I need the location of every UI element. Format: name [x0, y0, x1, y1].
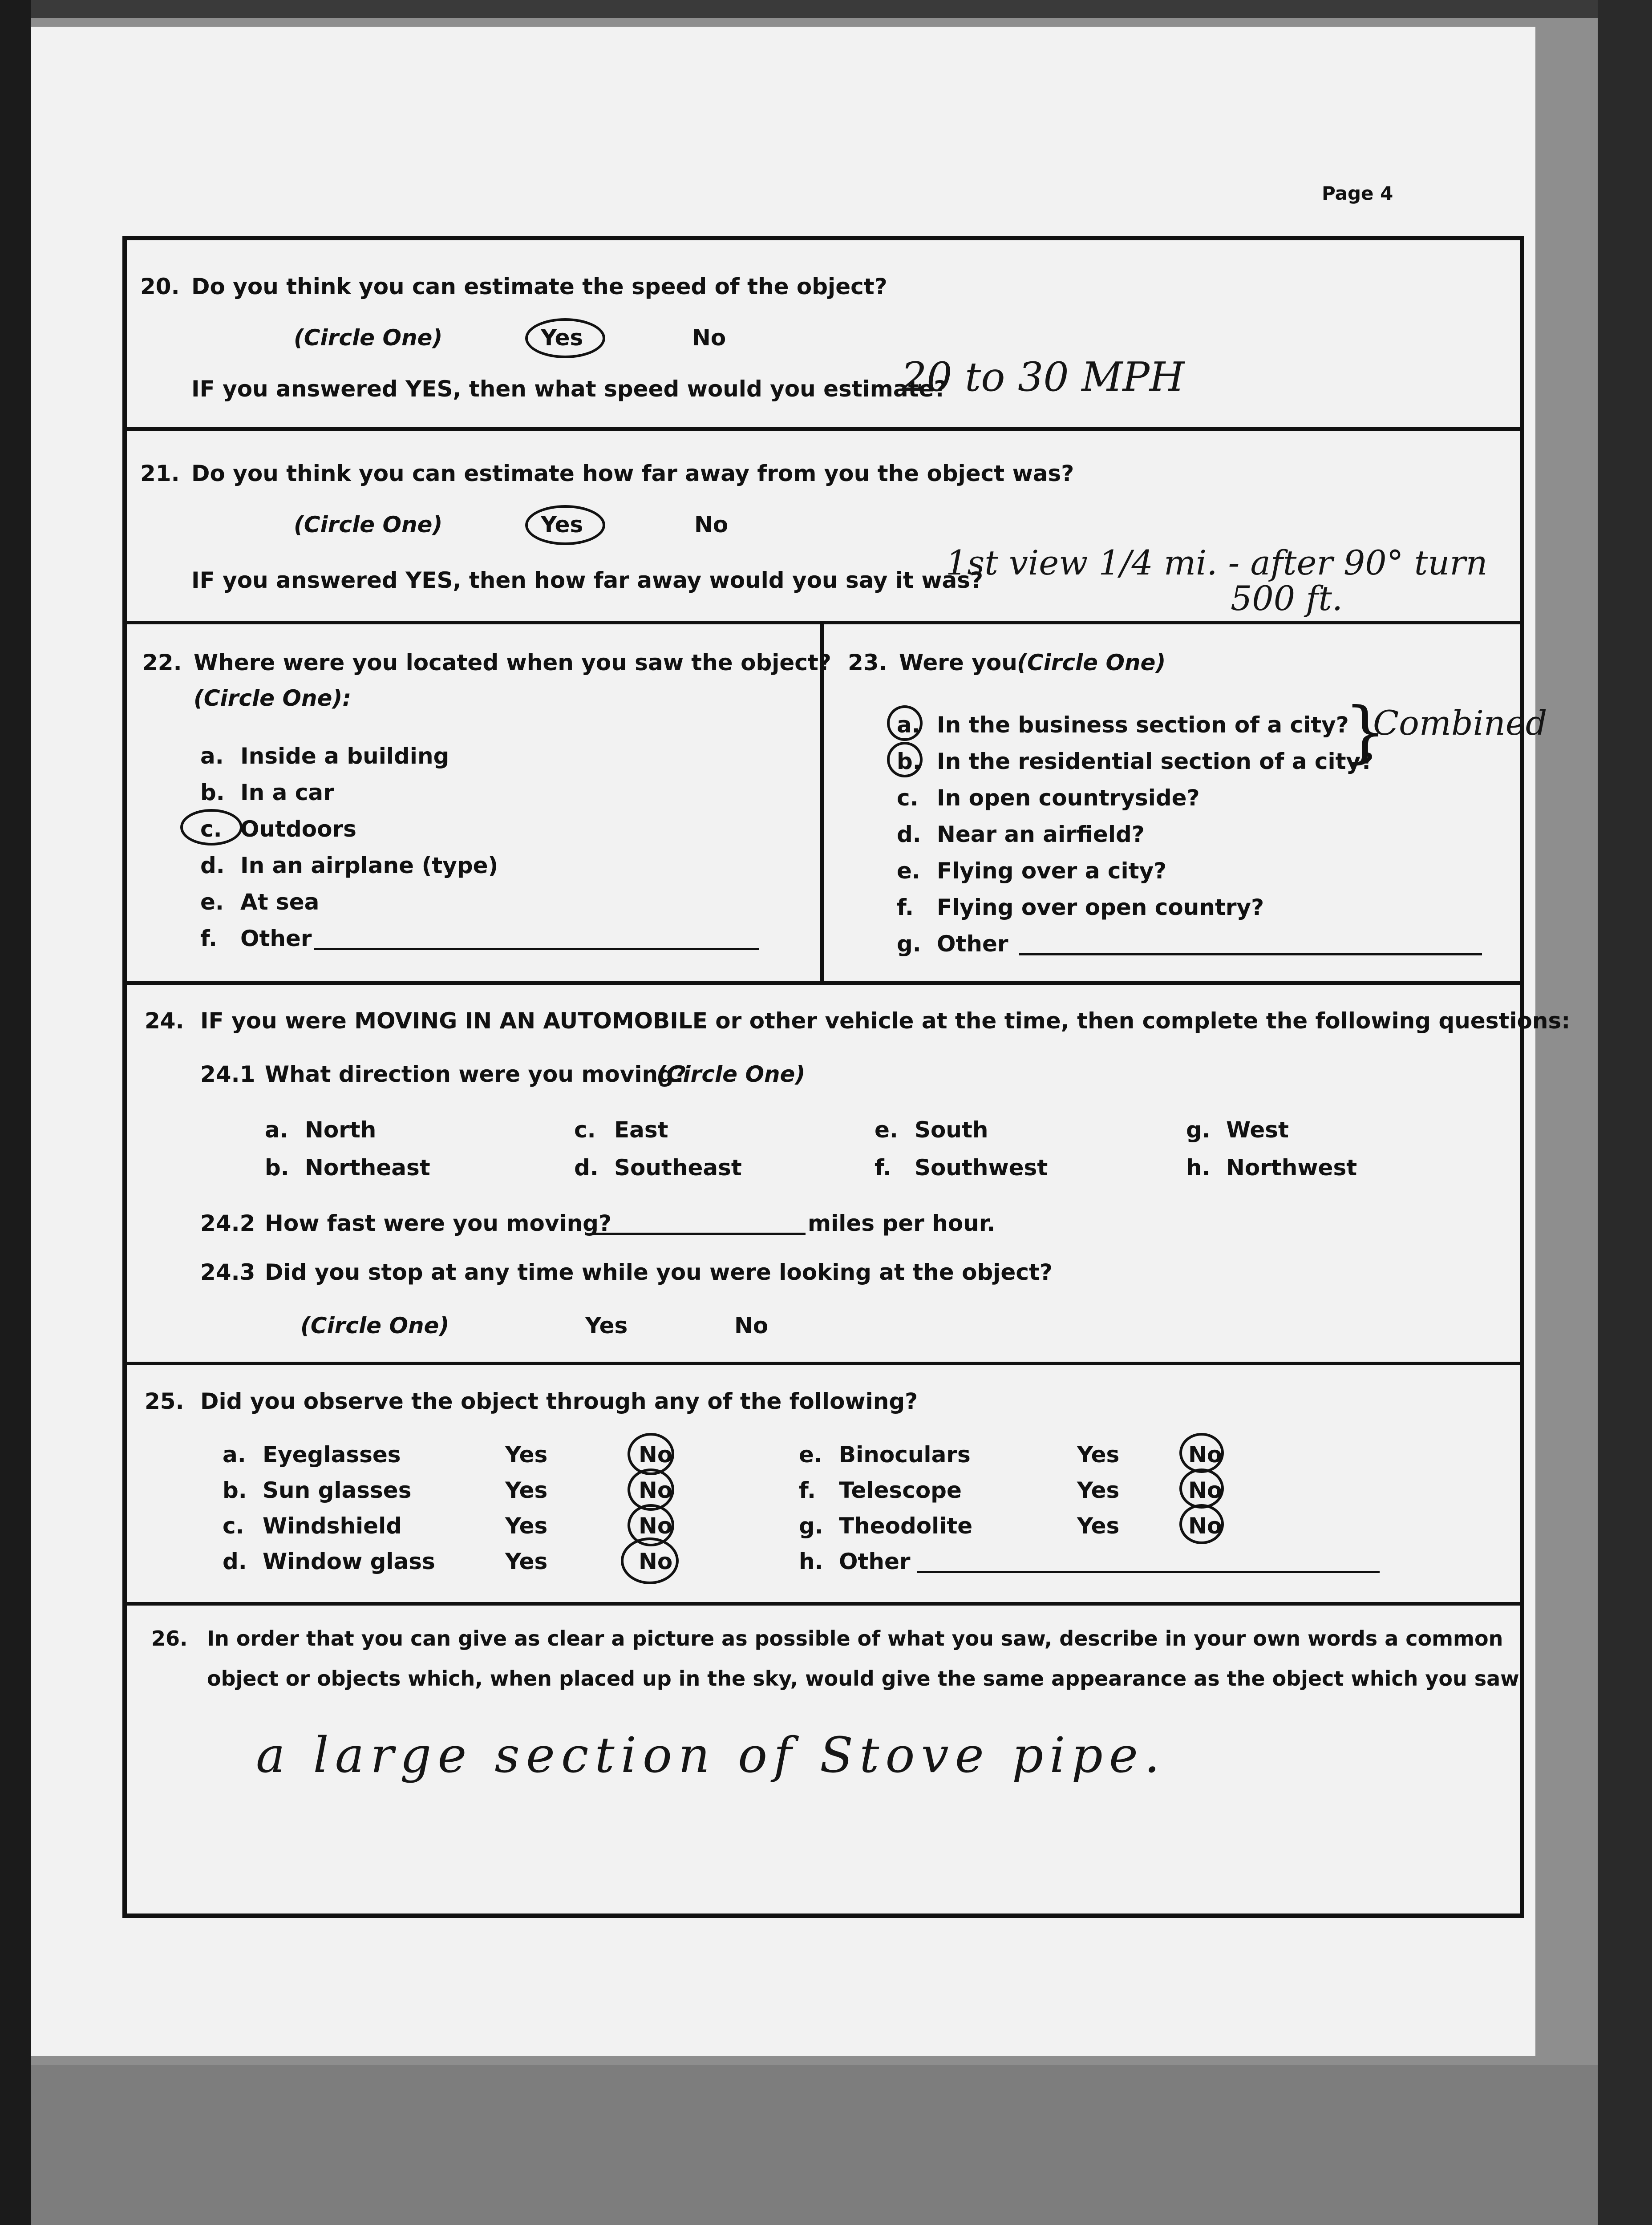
q24-1-question: What direction were you moving? — [265, 1061, 687, 1087]
q24-3-circle-label: (Circle One) — [300, 1313, 449, 1339]
q25-option-d-letter: d. — [223, 1549, 247, 1574]
q22-option-b: In a car — [240, 780, 334, 805]
q24-1-option-f-letter: f. — [875, 1155, 892, 1181]
q25-option-g: Theodolite — [839, 1513, 973, 1539]
q26-line1: In order that you can give as clear a picture as possible of what you saw, describe in your own words a common — [207, 1626, 1503, 1651]
q22-option-f-letter: f. — [200, 926, 218, 951]
q24-1-number: 24.1 — [200, 1061, 255, 1087]
divider-20-21 — [127, 427, 1520, 431]
q24-3-yes: Yes — [585, 1313, 628, 1339]
q23-option-g: Other — [937, 931, 1008, 957]
q23-number: 23. — [848, 650, 887, 676]
q25-option-e-no-circle-mark — [1179, 1433, 1224, 1473]
q21-yes: Yes — [541, 512, 583, 538]
q23-option-f: Flying over open country? — [937, 894, 1264, 920]
q20-question: Do you think you can estimate the speed of the object? — [191, 274, 887, 299]
q25-option-a-no: No — [639, 1442, 673, 1468]
q23-option-a: In the business section of a city? — [937, 712, 1349, 738]
q25-option-a: Eyeglasses — [263, 1442, 401, 1468]
q24-3-no: No — [734, 1313, 769, 1339]
q22-option-b-letter: b. — [200, 780, 225, 805]
q24-1-option-e-letter: e. — [875, 1117, 898, 1143]
q22-option-e: At sea — [240, 889, 320, 915]
q25-option-d-no-circle-mark — [621, 1537, 679, 1584]
q24-1-option-h: Northwest — [1226, 1155, 1357, 1181]
q25-option-g-no-circle-mark — [1179, 1504, 1224, 1544]
q23-option-a-circle-mark — [887, 705, 923, 741]
q24-1-option-b-letter: b. — [265, 1155, 289, 1181]
q21-question: Do you think you can estimate how far away from you the object was? — [191, 461, 1074, 486]
q21-no: No — [694, 512, 729, 538]
q25-option-c: Windshield — [263, 1513, 402, 1539]
q25-option-c-no: No — [639, 1513, 673, 1539]
q23-option-a-letter: a. — [897, 712, 920, 738]
scan-background — [31, 2065, 1598, 2225]
q23-option-b: In the residential section of a city? — [937, 748, 1374, 774]
q22-circle-label: (Circle One): — [194, 685, 352, 711]
q25-option-g-letter: g. — [799, 1513, 823, 1539]
q21-handwritten-answer: 1st view 1/4 mi. - after 90° turn — [946, 543, 1488, 583]
q24-2-question: How fast were you moving? — [265, 1210, 611, 1236]
q23-option-c: In open countryside? — [937, 785, 1200, 811]
q23-handwritten-note: Combined — [1373, 703, 1547, 743]
page-number: Page 4 — [1322, 182, 1393, 204]
q25-other-line[interactable] — [917, 1571, 1380, 1573]
q24-1-option-d: Southeast — [614, 1155, 742, 1181]
q22-question: Where were you located when you saw the object? — [194, 650, 831, 676]
q24-3-question: Did you stop at any time while you were looking at the object? — [265, 1259, 1053, 1285]
q20-yes: Yes — [541, 325, 583, 351]
q25-option-c-letter: c. — [223, 1513, 244, 1539]
q25-option-h-letter: h. — [799, 1549, 823, 1574]
q23-option-d: Near an airfield? — [937, 821, 1145, 847]
q25-option-h: Other — [839, 1549, 911, 1574]
q24-1-option-g-letter: g. — [1186, 1117, 1211, 1143]
q20-no: No — [692, 325, 726, 351]
q24-1-option-a: North — [305, 1117, 377, 1143]
q23-option-f-letter: f. — [897, 894, 914, 920]
q24-2-number: 24.2 — [200, 1210, 255, 1236]
q21-handwritten-answer-2: 500 ft. — [1231, 578, 1343, 618]
q20-followup: IF you answered YES, then what speed would you estimate? — [191, 376, 947, 402]
q25-option-b: Sun glasses — [263, 1477, 412, 1503]
q24-1-option-a-letter: a. — [265, 1117, 288, 1143]
q25-option-f-letter: f. — [799, 1477, 816, 1503]
q25-option-b-no: No — [639, 1477, 673, 1503]
document-page — [31, 27, 1571, 2056]
q21-followup: IF you answered YES, then how far away would you say it was? — [191, 567, 984, 593]
q26-number: 26. — [151, 1626, 188, 1651]
q25-option-e-yes: Yes — [1077, 1442, 1120, 1468]
q25-option-c-yes: Yes — [505, 1513, 548, 1539]
q25-option-d-yes: Yes — [505, 1549, 548, 1574]
q25-option-d: Window glass — [263, 1549, 435, 1574]
q24-1-option-c: East — [614, 1117, 668, 1143]
q24-1-option-d-letter: d. — [574, 1155, 599, 1181]
q23-other-line[interactable] — [1019, 953, 1482, 955]
q25-option-a-letter: a. — [223, 1442, 246, 1468]
divider-25-26 — [127, 1602, 1520, 1606]
q24-2-speed-line[interactable] — [592, 1233, 806, 1235]
q25-option-f-yes: Yes — [1077, 1477, 1120, 1503]
q24-number: 24. — [145, 1008, 184, 1034]
q23-question: Were you — [899, 650, 1017, 676]
q23-option-e: Flying over a city? — [937, 858, 1167, 884]
q24-1-option-b: Northeast — [305, 1155, 430, 1181]
q25-option-g-no: No — [1188, 1513, 1223, 1539]
q25-option-e: Binoculars — [839, 1442, 971, 1468]
q22-option-d-letter: d. — [200, 853, 225, 878]
q25-option-b-letter: b. — [223, 1477, 247, 1503]
q20-yes-circle-mark — [525, 318, 605, 358]
q25-option-f-no: No — [1188, 1477, 1223, 1503]
q24-1-option-c-letter: c. — [574, 1117, 596, 1143]
q22-option-d: In an airplane (type) — [240, 853, 498, 878]
q23-option-e-letter: e. — [897, 858, 920, 884]
q23-option-b-circle-mark — [887, 742, 923, 777]
q24-1-option-f: Southwest — [915, 1155, 1048, 1181]
q21-yes-circle-mark — [525, 505, 605, 545]
q23-option-g-letter: g. — [897, 931, 921, 957]
q25-option-a-yes: Yes — [505, 1442, 548, 1468]
q21-circle-label: (Circle One) — [294, 512, 443, 538]
q20-handwritten-answer: 20 to 30 MPH — [901, 354, 1185, 400]
scan-border-right — [1598, 0, 1652, 2225]
q23-circle-label: (Circle One) — [1017, 650, 1166, 676]
q25-option-e-letter: e. — [799, 1442, 822, 1468]
q26-handwritten-answer: a large section of Stove pipe. — [256, 1727, 1166, 1784]
q20-number: 20. — [140, 274, 180, 299]
q25-option-b-yes: Yes — [505, 1477, 548, 1503]
q23-option-d-letter: d. — [897, 821, 921, 847]
q22-other-line[interactable] — [314, 948, 759, 950]
q26-line2: object or objects which, when placed up in the sky, would give the same appearance as the object which you saw. — [207, 1667, 1526, 1691]
questionnaire-form — [122, 236, 1571, 1918]
q25-option-e-no: No — [1188, 1442, 1223, 1468]
q24-1-option-e: South — [915, 1117, 988, 1143]
divider-23-24 — [127, 981, 1520, 985]
q20-circle-label: (Circle One) — [294, 325, 443, 351]
q25-option-f: Telescope — [839, 1477, 962, 1503]
q22-option-c: Outdoors — [240, 816, 356, 842]
q22-option-c-circle-mark — [180, 809, 243, 846]
q24-1-circle-label: (Circle One) — [656, 1061, 806, 1087]
q25-option-d-no: No — [639, 1549, 673, 1574]
scan-border-left — [0, 0, 31, 2225]
q22-option-a: Inside a building — [240, 743, 449, 769]
q25-number: 25. — [145, 1388, 184, 1414]
q22-option-f: Other — [240, 926, 312, 951]
q25-option-g-yes: Yes — [1077, 1513, 1120, 1539]
divider-24-25 — [127, 1362, 1520, 1365]
q23-brace-mark: } — [1344, 693, 1387, 771]
q22-option-a-letter: a. — [200, 743, 224, 769]
q23-option-b-letter: b. — [897, 748, 921, 774]
q25-question: Did you observe the object through any of the following? — [200, 1388, 918, 1414]
q24-1-option-h-letter: h. — [1186, 1155, 1211, 1181]
q22-option-c-letter: c. — [200, 816, 222, 842]
q24-3-number: 24.3 — [200, 1259, 255, 1285]
q23-option-c-letter: c. — [897, 785, 919, 811]
q24-1-option-g: West — [1226, 1117, 1289, 1143]
q25-option-f-no-circle-mark — [1179, 1468, 1224, 1509]
q22-number: 22. — [142, 650, 182, 676]
q22-option-e-letter: e. — [200, 889, 224, 915]
q21-number: 21. — [140, 461, 180, 486]
scan-border-top — [0, 0, 1652, 18]
q24-2-suffix: miles per hour. — [808, 1210, 996, 1236]
q24-question: IF you were MOVING IN AN AUTOMOBILE or other vehicle at the time, then complete the following questions: — [200, 1008, 1571, 1034]
